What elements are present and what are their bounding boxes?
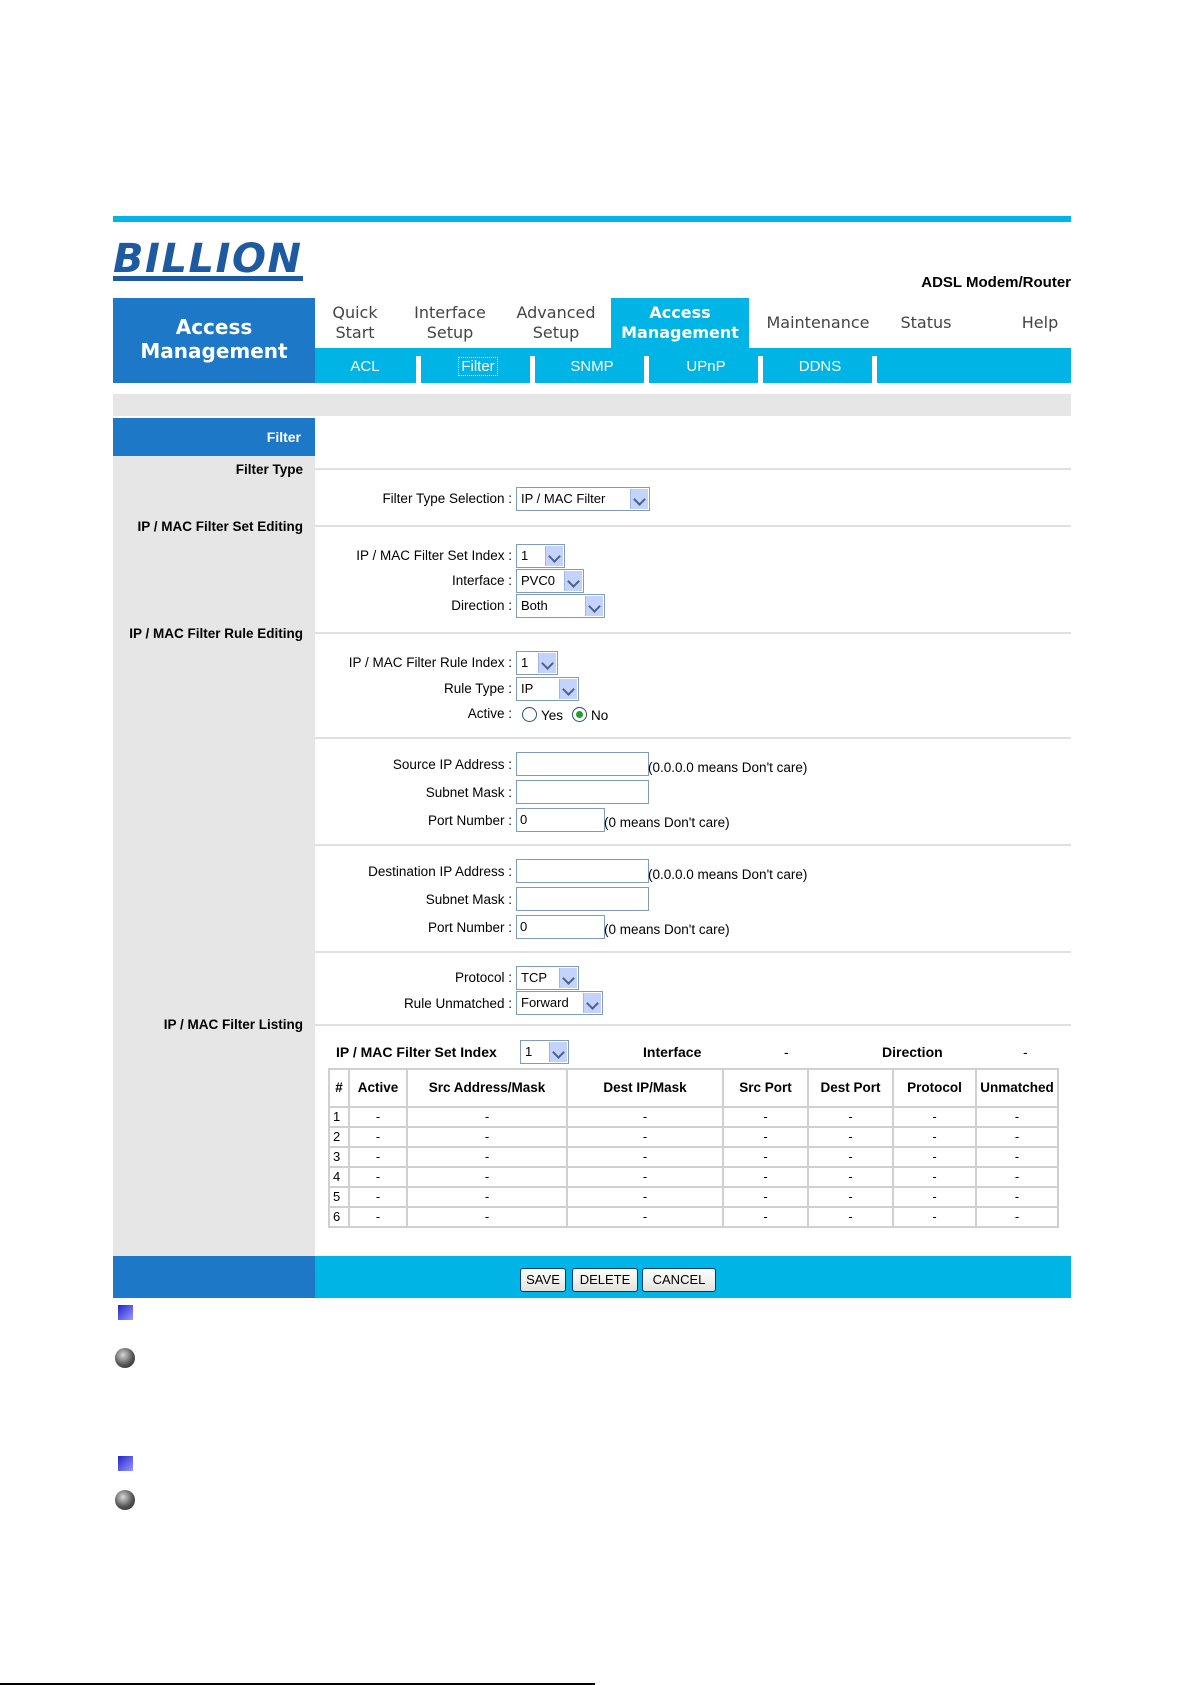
dest-port-label: Port Number : [427, 920, 512, 935]
billion-logo [113, 236, 303, 288]
col-protocol: Protocol [893, 1069, 976, 1107]
dest-mask-input[interactable] [516, 887, 649, 911]
chevron-down-icon [559, 679, 577, 699]
logo-text: BILLION [113, 236, 301, 282]
cancel-button[interactable]: CANCEL [642, 1268, 716, 1292]
rule-index-select[interactable]: 1 [516, 651, 558, 675]
divider [315, 737, 1071, 739]
active-no-label: No [591, 708, 609, 723]
source-ip-input[interactable] [516, 752, 649, 776]
section-rule-editing: IP / MAC Filter Rule Editing [129, 626, 303, 641]
subtab-filter[interactable]: Filter [428, 348, 528, 383]
set-index-label: IP / MAC Filter Set Index : [356, 548, 512, 563]
rule-index-label: IP / MAC Filter Rule Index : [348, 655, 512, 670]
col-active: Active [349, 1069, 407, 1107]
button-bar-left [113, 1256, 315, 1298]
rule-type-select[interactable]: IP [516, 677, 579, 701]
table-row: 4 - - - - - - - [329, 1167, 1058, 1187]
listing-set-index-select[interactable]: 1 [520, 1040, 569, 1064]
subtab-acl[interactable]: ACL [350, 358, 380, 375]
source-mask-input[interactable] [516, 780, 649, 804]
blue-square-bullet-icon [118, 1305, 133, 1320]
tab-quick-start[interactable]: Quick Start [332, 303, 378, 342]
tab-help[interactable]: Help [1021, 313, 1059, 332]
col-src-port: Src Port [723, 1069, 808, 1107]
dest-port-hint: (0 means Don't care) [604, 922, 730, 937]
dest-ip-hint: (0.0.0.0 means Don't care) [648, 867, 808, 882]
filter-listing-table [328, 1068, 1059, 1228]
table-row: 3 - - - - - - - [329, 1147, 1058, 1167]
divider [315, 632, 1071, 634]
dest-ip-input[interactable] [516, 859, 649, 883]
subtab-upnp[interactable]: UPnP [686, 358, 726, 375]
tab-advanced-setup[interactable]: Advanced Setup [516, 303, 596, 342]
subtab-ddns[interactable]: DDNS [798, 358, 842, 375]
rule-unmatched-select[interactable]: Forward [516, 991, 603, 1015]
listing-interface-label: Interface [643, 1044, 702, 1060]
source-mask-label: Subnet Mask : [425, 785, 512, 800]
source-port-label: Port Number : [427, 813, 512, 828]
chevron-down-icon [545, 546, 563, 566]
active-no-radio[interactable] [572, 707, 587, 722]
section-set-editing: IP / MAC Filter Set Editing [137, 519, 303, 534]
chevron-down-icon [559, 968, 577, 988]
round-bullet-icon [115, 1348, 135, 1368]
gray-band [113, 394, 1071, 416]
filter-type-select[interactable]: IP / MAC Filter [516, 487, 650, 511]
divider [315, 844, 1071, 846]
current-section-line2: Management [140, 339, 288, 363]
col-dest-port: Dest Port [808, 1069, 893, 1107]
col-number: # [329, 1069, 349, 1107]
delete-button[interactable]: DELETE [572, 1268, 638, 1292]
protocol-label: Protocol : [454, 970, 512, 985]
subtab-separator [644, 356, 649, 383]
source-port-hint: (0 means Don't care) [604, 815, 730, 830]
rule-type-label: Rule Type : [443, 681, 512, 696]
chevron-down-icon [585, 596, 603, 616]
product-name: ADSL Modem/Router [921, 274, 1071, 291]
subtab-separator [530, 356, 535, 383]
tab-maintenance[interactable]: Maintenance [766, 313, 870, 332]
table-header-row [329, 1069, 1058, 1107]
tab-interface-setup[interactable]: Interface Setup [414, 303, 486, 342]
divider [315, 951, 1071, 953]
listing-direction-label: Direction [882, 1044, 943, 1060]
chevron-down-icon [538, 653, 556, 673]
direction-select[interactable]: Both [516, 594, 605, 618]
direction-label: Direction : [451, 598, 512, 613]
section-filter-type: Filter Type [235, 462, 303, 477]
divider [315, 525, 1071, 527]
source-ip-hint: (0.0.0.0 means Don't care) [648, 760, 808, 775]
divider [315, 468, 1071, 470]
subtab-separator [758, 356, 763, 383]
table-row: 5 - - - - - - - [329, 1187, 1058, 1207]
set-index-select[interactable]: 1 [516, 544, 565, 568]
table-row: 2 - - - - - - - [329, 1127, 1058, 1147]
col-src-address: Src Address/Mask [407, 1069, 567, 1107]
interface-select[interactable]: PVC0 [516, 569, 584, 593]
top-accent-line [113, 216, 1071, 222]
source-port-input[interactable]: 0 [516, 808, 605, 832]
source-ip-label: Source IP Address : [392, 757, 512, 772]
dest-port-input[interactable]: 0 [516, 915, 605, 939]
subtab-separator [416, 356, 421, 383]
active-yes-radio[interactable] [522, 707, 537, 722]
subtab-separator [872, 356, 877, 383]
blue-square-bullet-icon [118, 1456, 133, 1471]
round-bullet-icon [115, 1490, 135, 1510]
subtab-snmp[interactable]: SNMP [570, 358, 614, 375]
left-label-column [113, 418, 315, 1256]
table-row: 1 - - - - - - - [329, 1107, 1058, 1127]
chevron-down-icon [564, 571, 582, 591]
col-dest-ip: Dest IP/Mask [567, 1069, 723, 1107]
chevron-down-icon [549, 1042, 567, 1062]
rule-unmatched-label: Rule Unmatched : [403, 996, 512, 1011]
current-section-box [113, 298, 315, 383]
col-unmatched: Unmatched [976, 1069, 1058, 1107]
tab-status[interactable]: Status [900, 313, 952, 332]
listing-interface-value: - [784, 1044, 789, 1060]
table-row: 6 - - - - - - - [329, 1207, 1058, 1227]
chevron-down-icon [630, 489, 648, 509]
dest-ip-label: Destination IP Address : [368, 864, 512, 879]
chevron-down-icon [583, 993, 601, 1013]
dest-mask-label: Subnet Mask : [425, 892, 512, 907]
active-label: Active : [467, 706, 512, 721]
current-section-line1: Access [175, 315, 253, 339]
interface-label: Interface : [451, 573, 512, 588]
listing-direction-value: - [1023, 1044, 1028, 1060]
tab-access-management[interactable]: Access Management [611, 298, 749, 348]
active-yes-label: Yes [541, 708, 564, 723]
divider [315, 1024, 1071, 1026]
section-listing: IP / MAC Filter Listing [163, 1017, 303, 1032]
protocol-select[interactable]: TCP [516, 966, 579, 990]
filter-type-selection-label: Filter Type Selection : [382, 491, 512, 506]
listing-set-index-label: IP / MAC Filter Set Index [336, 1044, 497, 1060]
filter-header: Filter [113, 418, 315, 456]
save-button[interactable]: SAVE [520, 1268, 566, 1292]
